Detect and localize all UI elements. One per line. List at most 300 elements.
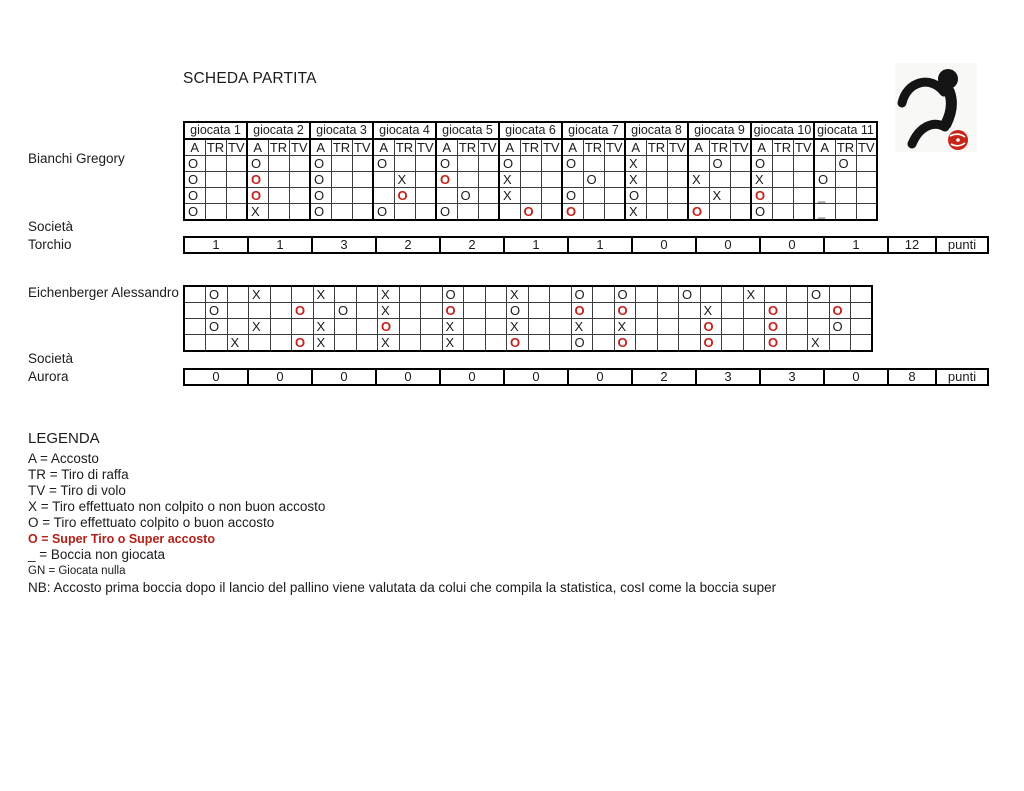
mark-cell — [730, 172, 751, 188]
giocata-header-cell: giocata 1 — [184, 122, 247, 139]
mark-cell — [583, 172, 604, 188]
mark-cell — [550, 286, 572, 303]
mark-cell — [331, 172, 352, 188]
mark-cell — [636, 335, 658, 352]
mark-cell — [829, 319, 851, 335]
punti-table — [183, 236, 989, 254]
mark-cell — [688, 204, 709, 221]
hit-mark: O — [682, 287, 693, 302]
mark-cell — [507, 286, 529, 303]
mark-cell — [614, 303, 636, 319]
mark-cell — [700, 335, 722, 352]
mark-cell — [270, 335, 292, 352]
mark-cell — [247, 204, 268, 221]
punti-value-cell: 2 — [376, 237, 440, 253]
mark-cell — [646, 188, 667, 204]
punti-value-cell: 0 — [440, 369, 504, 385]
mark-cell — [205, 156, 226, 172]
page-title: SCHEDA PARTITA — [183, 70, 317, 87]
miss-mark: X — [381, 303, 390, 318]
subcol-header-cell: A — [814, 139, 835, 156]
mark-cell — [814, 188, 835, 204]
hit-mark: O — [617, 287, 628, 302]
bocce-player-icon — [895, 63, 977, 152]
giocata-header-cell: giocata 9 — [688, 122, 751, 139]
mark-cell — [415, 204, 436, 221]
mark-cell — [625, 204, 646, 221]
player2-punti-row — [183, 368, 989, 386]
hit-mark: O — [209, 287, 220, 302]
mark-cell — [786, 303, 808, 319]
hit-mark: O — [755, 156, 766, 171]
mark-cell — [227, 319, 249, 335]
punti-value-cell: 3 — [760, 369, 824, 385]
punti-label-cell: punti — [936, 369, 988, 385]
super-mark: O — [768, 303, 779, 318]
mark-cell — [657, 319, 679, 335]
mark-cell — [856, 204, 877, 221]
mark-cell — [289, 188, 310, 204]
mark-cell — [722, 319, 744, 335]
legend-item: A = Accosto — [28, 451, 99, 466]
mark-cell — [247, 156, 268, 172]
mark-cell — [562, 188, 583, 204]
score-grid-table — [183, 121, 878, 221]
mark-cell — [464, 286, 486, 303]
mark-cell — [356, 335, 378, 352]
mark-cell — [786, 286, 808, 303]
punti-value-cell: 0 — [568, 369, 632, 385]
miss-mark: X — [503, 172, 512, 187]
super-mark: O — [523, 204, 534, 219]
legend-item: X = Tiro effettuato non colpito o non buon accosto — [28, 499, 326, 514]
mark-cell — [604, 204, 625, 221]
subcol-header-cell: TV — [793, 139, 814, 156]
mark-cell — [373, 204, 394, 221]
mark-cell — [722, 286, 744, 303]
miss-mark: X — [510, 287, 519, 302]
mark-cell — [520, 204, 541, 221]
mark-cell — [289, 172, 310, 188]
player2-society-label: Società — [28, 351, 74, 366]
punti-value-cell: 0 — [248, 369, 312, 385]
mark-cell — [856, 156, 877, 172]
super-mark: O — [832, 303, 843, 318]
super-mark: O — [617, 335, 628, 350]
mark-cell — [249, 319, 271, 335]
mark-cell — [485, 286, 507, 303]
mark-cell — [851, 286, 873, 303]
mark-cell — [730, 204, 751, 221]
hit-mark: O — [209, 319, 220, 334]
super-mark: O — [397, 188, 408, 203]
super-mark: O — [445, 303, 456, 318]
punti-table — [183, 368, 989, 386]
miss-mark: X — [251, 204, 260, 219]
miss-mark: X — [316, 319, 326, 334]
mark-cell — [730, 188, 751, 204]
mark-cell — [331, 188, 352, 204]
mark-cell — [507, 319, 529, 335]
mark-cell — [373, 172, 394, 188]
super-mark: O — [755, 188, 766, 203]
miss-mark: X — [381, 287, 390, 302]
super-mark: O — [566, 204, 577, 219]
hit-mark: O — [377, 204, 388, 219]
hit-mark: O — [818, 172, 829, 187]
miss-mark: X — [252, 287, 261, 302]
hit-mark: O — [712, 156, 723, 171]
mark-cell — [442, 319, 464, 335]
punti-value-cell: 0 — [184, 369, 248, 385]
mark-cell — [520, 188, 541, 204]
mark-cell — [829, 303, 851, 319]
mark-cell — [743, 286, 765, 303]
mark-cell — [688, 172, 709, 188]
subcol-header-cell: A — [436, 139, 457, 156]
mark-cell — [709, 188, 730, 204]
subcol-header-cell: TV — [352, 139, 373, 156]
mark-cell — [793, 156, 814, 172]
mark-cell — [583, 204, 604, 221]
mark-cell — [205, 204, 226, 221]
subcol-header-cell: TV — [667, 139, 688, 156]
mark-cell — [688, 156, 709, 172]
punti-value-cell: 0 — [632, 237, 696, 253]
mark-cell — [184, 286, 206, 303]
mark-cell — [772, 172, 793, 188]
mark-cell — [667, 204, 688, 221]
super-mark: O — [703, 319, 714, 334]
player1-society-name: Torchio — [28, 237, 72, 252]
mark-cell — [394, 172, 415, 188]
mark-cell — [751, 204, 772, 221]
player2-society-name: Aurora — [28, 369, 69, 384]
mark-cell — [765, 286, 787, 303]
subcol-header-cell: TR — [206, 140, 225, 155]
subcol-header-cell: TR — [710, 140, 729, 155]
mark-cell — [808, 286, 830, 303]
mark-cell — [399, 335, 421, 352]
hit-mark: O — [574, 287, 585, 302]
mark-cell — [722, 335, 744, 352]
mark-cell — [646, 156, 667, 172]
mark-cell — [550, 303, 572, 319]
mark-cell — [206, 335, 228, 352]
mark-cell — [457, 156, 478, 172]
mark-cell — [528, 286, 550, 303]
giocata-header-cell: giocata 7 — [562, 122, 625, 139]
mark-cell — [394, 204, 415, 221]
mark-cell — [399, 303, 421, 319]
giocata-header-cell: giocata 4 — [373, 122, 436, 139]
mark-cell — [227, 335, 249, 352]
subcol-header-cell: TV — [604, 139, 625, 156]
subcol-header-cell: TV — [541, 139, 562, 156]
mark-cell — [793, 188, 814, 204]
mark-cell — [205, 188, 226, 204]
mark-cell — [571, 303, 593, 319]
mark-cell — [442, 303, 464, 319]
mark-cell — [593, 303, 615, 319]
hit-mark: O — [188, 156, 199, 171]
mark-cell — [646, 204, 667, 221]
mark-cell — [421, 303, 443, 319]
hit-mark: O — [460, 188, 471, 203]
subcol-header-cell: A — [373, 139, 394, 156]
mark-cell — [614, 286, 636, 303]
miss-mark: X — [445, 319, 455, 334]
subcol-header-cell: A — [688, 139, 709, 156]
mark-cell — [765, 335, 787, 352]
mark-cell — [184, 188, 205, 204]
hit-mark: O — [440, 204, 451, 219]
super-mark: O — [703, 335, 714, 350]
mark-cell — [356, 286, 378, 303]
miss-mark: X — [629, 172, 638, 187]
mark-cell — [292, 335, 314, 352]
mark-cell — [378, 303, 400, 319]
mark-cell — [352, 204, 373, 221]
mark-cell — [793, 172, 814, 188]
mark-cell — [394, 156, 415, 172]
mark-cell — [743, 303, 765, 319]
hit-mark: O — [445, 287, 456, 302]
miss-mark: X — [755, 172, 764, 187]
mark-cell — [667, 188, 688, 204]
punti-value-cell: 0 — [312, 369, 376, 385]
mark-cell — [399, 286, 421, 303]
mark-cell — [625, 188, 646, 204]
bocce-player-logo — [895, 63, 977, 152]
mark-cell — [856, 172, 877, 188]
mark-cell — [499, 156, 520, 172]
mark-cell — [226, 204, 247, 221]
mark-cell — [184, 172, 205, 188]
mark-cell — [520, 172, 541, 188]
miss-mark: X — [703, 303, 713, 318]
mark-cell — [464, 335, 486, 352]
mark-cell — [772, 156, 793, 172]
mark-cell — [507, 335, 529, 352]
miss-mark: X — [692, 172, 701, 187]
super-mark: O — [295, 335, 306, 350]
giocata-header-cell: giocata 3 — [310, 122, 373, 139]
miss-mark: X — [445, 335, 455, 350]
miss-mark: X — [712, 188, 722, 203]
mark-cell — [751, 188, 772, 204]
mark-cell — [457, 172, 478, 188]
punti-value-cell: 3 — [312, 237, 376, 253]
mark-cell — [814, 172, 835, 188]
mark-cell — [614, 335, 636, 352]
mark-cell — [313, 319, 335, 335]
mark-cell — [270, 319, 292, 335]
mark-cell — [331, 156, 352, 172]
mark-cell — [415, 156, 436, 172]
mark-cell — [562, 204, 583, 221]
mark-cell — [226, 188, 247, 204]
player1-society-label: Società — [28, 219, 74, 234]
mark-cell — [313, 286, 335, 303]
mark-cell — [541, 204, 562, 221]
miss-mark: X — [381, 335, 390, 350]
hit-mark: O — [503, 156, 514, 171]
player1-name: Bianchi Gregory — [28, 151, 125, 166]
mark-cell — [765, 303, 787, 319]
mark-cell — [499, 188, 520, 204]
legend-item: TV = Tiro di volo — [28, 483, 126, 498]
nb-note: NB: Accosto prima boccia dopo il lancio del pallino viene valutata da colui che compila la statistica, cosI come la boccia super — [28, 580, 777, 595]
punti-total-cell: 8 — [888, 369, 936, 385]
giocata-header-cell: giocata 6 — [499, 122, 562, 139]
mark-cell — [679, 303, 701, 319]
miss-mark: X — [811, 335, 820, 350]
mark-cell — [679, 319, 701, 335]
miss-mark: X — [746, 287, 756, 302]
mark-cell — [373, 156, 394, 172]
legend — [28, 430, 325, 579]
hit-mark: O — [629, 188, 640, 203]
player2-score-grid — [183, 285, 873, 352]
mark-cell — [335, 335, 357, 352]
miss-mark: X — [629, 156, 638, 171]
subcol-header-cell: A — [247, 139, 268, 156]
mark-cell — [722, 303, 744, 319]
subcol-header-cell: A — [499, 139, 520, 156]
punti-value-cell: 2 — [632, 369, 696, 385]
mark-cell — [636, 319, 658, 335]
mark-cell — [442, 286, 464, 303]
mark-cell — [378, 286, 400, 303]
punti-value-cell: 1 — [568, 237, 632, 253]
mark-cell — [289, 204, 310, 221]
mark-cell — [206, 286, 228, 303]
mark-cell — [751, 172, 772, 188]
mark-cell — [226, 172, 247, 188]
mark-cell — [657, 303, 679, 319]
giocata-header-cell: giocata 8 — [625, 122, 688, 139]
mark-cell — [688, 188, 709, 204]
mark-cell — [356, 319, 378, 335]
mark-cell — [507, 303, 529, 319]
mark-cell — [571, 319, 593, 335]
mark-cell — [657, 335, 679, 352]
mark-cell — [457, 204, 478, 221]
mark-cell — [571, 286, 593, 303]
super-mark: O — [440, 172, 451, 187]
hit-mark: O — [188, 204, 199, 219]
mark-cell — [206, 319, 228, 335]
mark-cell — [808, 319, 830, 335]
mark-cell — [352, 156, 373, 172]
hit-mark: O — [440, 156, 451, 171]
mark-cell — [478, 188, 499, 204]
mark-cell — [184, 319, 206, 335]
mark-cell — [700, 286, 722, 303]
mark-cell — [378, 319, 400, 335]
subcol-header-cell: TV — [856, 139, 877, 156]
mark-cell — [814, 156, 835, 172]
super-mark: O — [295, 303, 306, 318]
not-played-mark: _ — [818, 204, 826, 219]
subcol-header-cell: TV — [730, 139, 751, 156]
mark-cell — [310, 188, 331, 204]
mark-cell — [184, 335, 206, 352]
mark-cell — [829, 335, 851, 352]
subcol-header-cell: TV — [478, 139, 499, 156]
mark-cell — [528, 319, 550, 335]
mark-cell — [184, 156, 205, 172]
subcol-header-cell: A — [751, 139, 772, 156]
player1-punti-row — [183, 236, 989, 254]
mark-cell — [292, 319, 314, 335]
mark-cell — [528, 303, 550, 319]
punti-value-cell: 2 — [440, 237, 504, 253]
hit-mark: O — [314, 172, 325, 187]
mark-cell — [352, 188, 373, 204]
super-mark: O — [692, 204, 703, 219]
punti-value-cell: 1 — [504, 237, 568, 253]
super-mark: O — [251, 188, 262, 203]
super-mark: O — [510, 335, 521, 350]
subcol-header-cell: TR — [332, 140, 351, 155]
mark-cell — [485, 303, 507, 319]
mark-cell — [421, 335, 443, 352]
super-mark: O — [768, 319, 779, 334]
mark-cell — [249, 335, 271, 352]
punti-value-cell: 0 — [824, 369, 888, 385]
mark-cell — [700, 303, 722, 319]
hit-mark: O — [209, 303, 220, 318]
miss-mark: X — [316, 287, 326, 302]
legend-title: LEGENDA — [28, 430, 100, 447]
punti-label-cell: punti — [936, 237, 988, 253]
mark-cell — [786, 319, 808, 335]
mark-cell — [709, 204, 730, 221]
player1-score-grid — [183, 121, 878, 221]
mark-cell — [835, 172, 856, 188]
mark-cell — [292, 286, 314, 303]
mark-cell — [772, 204, 793, 221]
mark-cell — [743, 335, 765, 352]
mark-cell — [520, 156, 541, 172]
mark-cell — [541, 188, 562, 204]
mark-cell — [464, 319, 486, 335]
hit-mark: O — [188, 172, 199, 187]
mark-cell — [646, 172, 667, 188]
mark-cell — [583, 156, 604, 172]
subcol-header-cell: TR — [647, 140, 666, 155]
mark-cell — [765, 319, 787, 335]
mark-cell — [593, 319, 615, 335]
mark-cell — [485, 335, 507, 352]
mark-cell — [583, 188, 604, 204]
hit-mark: O — [377, 156, 388, 171]
mark-cell — [679, 335, 701, 352]
mark-cell — [352, 172, 373, 188]
hit-mark: O — [188, 188, 199, 203]
super-mark: O — [768, 335, 779, 350]
mark-cell — [289, 156, 310, 172]
player2-name: Eichenberger Alessandro — [28, 285, 179, 300]
mark-cell — [457, 188, 478, 204]
mark-cell — [270, 286, 292, 303]
mark-cell — [227, 286, 249, 303]
subcol-header-cell: TR — [395, 140, 414, 155]
mark-cell — [415, 188, 436, 204]
subcol-header-cell: A — [625, 139, 646, 156]
